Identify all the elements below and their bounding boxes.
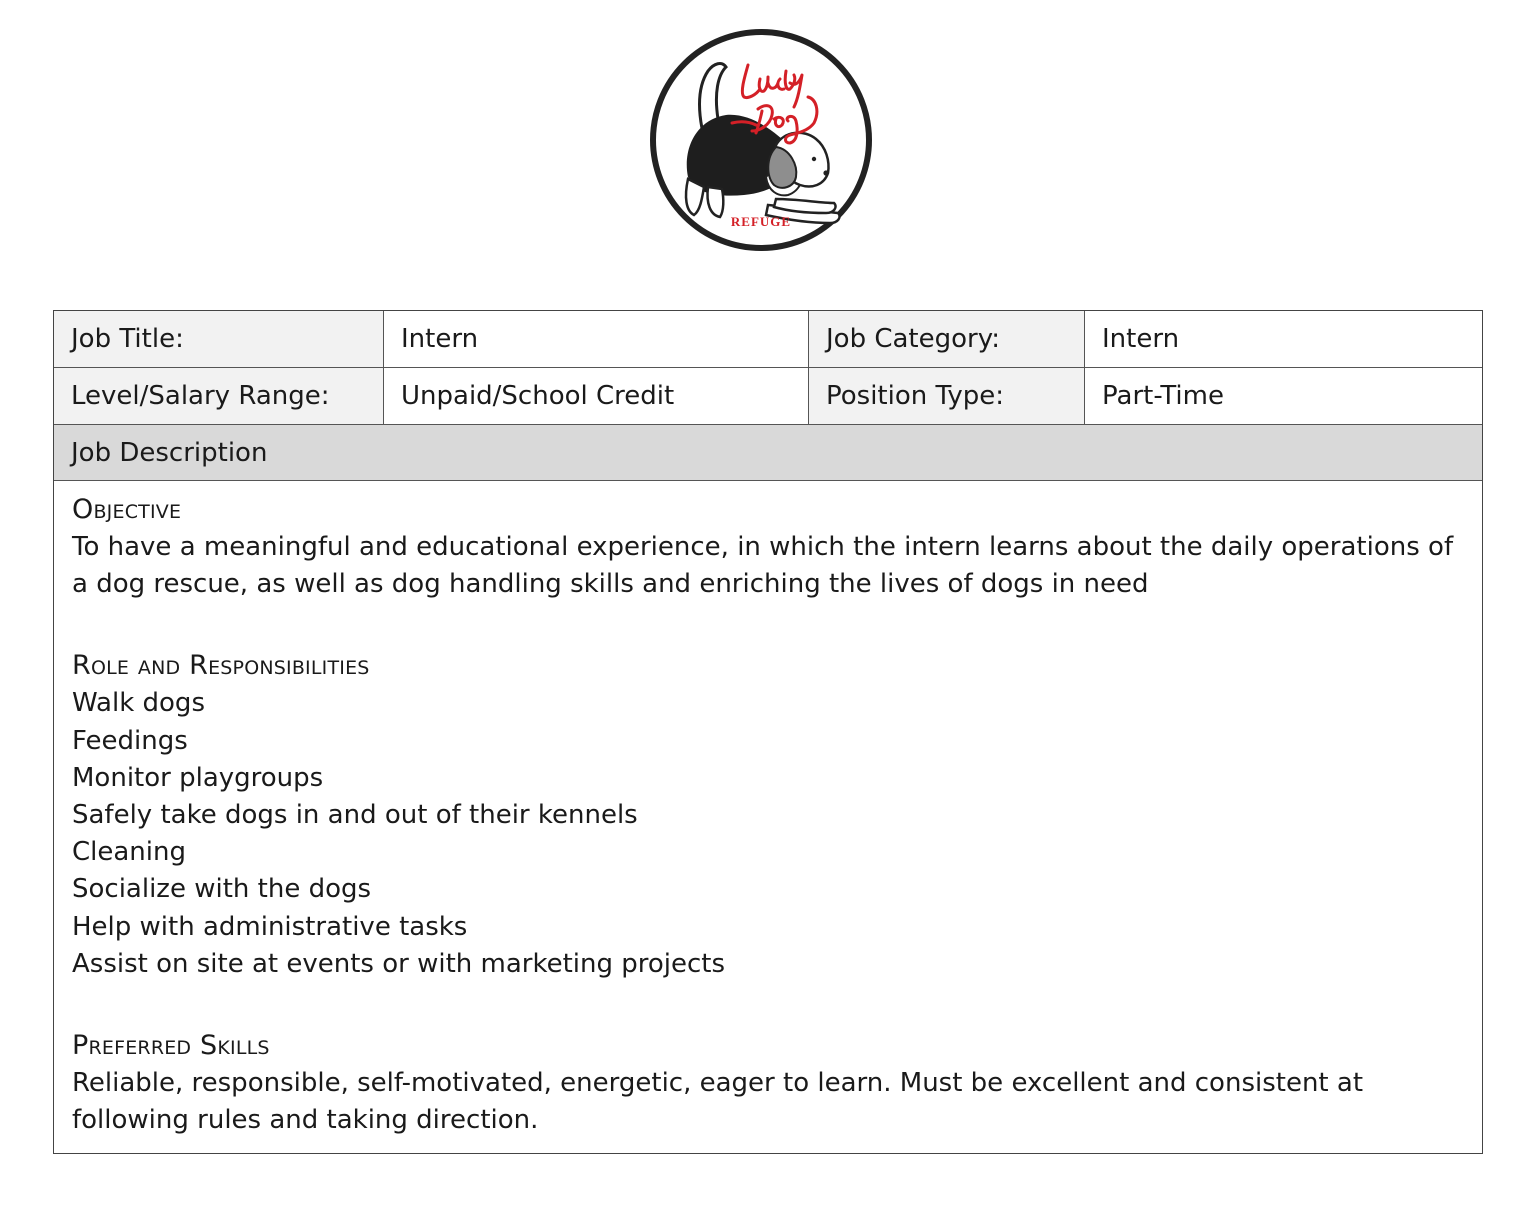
list-item: Help with administrative tasks bbox=[72, 911, 468, 942]
objective-text: To have a meaningful and educational experience, in which the intern learns about the daily operations of a dog rescue, as well as dog handling skills and enriching the lives of dogs in need bbox=[72, 532, 1454, 600]
list-item: Monitor playgroups bbox=[72, 762, 324, 793]
list-item: Safely take dogs in and out of their kennels bbox=[72, 800, 638, 831]
table-row bbox=[54, 368, 1482, 425]
list-item: Cleaning bbox=[72, 837, 186, 868]
position-type-value: Part-Time bbox=[1085, 368, 1482, 424]
spacer bbox=[72, 983, 1470, 1027]
job-description-table bbox=[53, 310, 1483, 1154]
job-category-value: Intern bbox=[1085, 311, 1482, 367]
level-salary-label: Level/Salary Range: bbox=[54, 368, 384, 424]
level-salary-value: Unpaid/School Credit bbox=[384, 368, 809, 424]
lucky-dog-logo bbox=[648, 27, 874, 253]
job-title-label: Job Title: bbox=[54, 311, 384, 367]
job-description-body bbox=[72, 481, 1470, 1139]
svg-text:REFUGE: REFUGE bbox=[730, 214, 792, 229]
list-item: Walk dogs bbox=[72, 688, 205, 719]
spacer bbox=[72, 603, 1470, 647]
list-item: Feedings bbox=[72, 725, 188, 756]
list-item: Socialize with the dogs bbox=[72, 874, 372, 905]
objective-heading: Objective bbox=[72, 494, 182, 525]
roles-heading: Role and Responsibilities bbox=[72, 650, 370, 682]
responsibilities-list bbox=[72, 685, 1470, 983]
job-category-label: Job Category: bbox=[809, 311, 1085, 367]
skills-text: Reliable, responsible, self-motivated, energetic, eager to learn. Must be excellent and consistent at following rules and taking direction. bbox=[72, 1068, 1364, 1136]
job-title-value: Intern bbox=[384, 311, 809, 367]
job-description-header: Job Description bbox=[54, 425, 1482, 481]
table-row bbox=[54, 311, 1482, 368]
position-type-label: Position Type: bbox=[809, 368, 1085, 424]
list-item: Assist on site at events or with marketing projects bbox=[72, 948, 726, 979]
skills-heading: Preferred Skills bbox=[72, 1030, 270, 1062]
